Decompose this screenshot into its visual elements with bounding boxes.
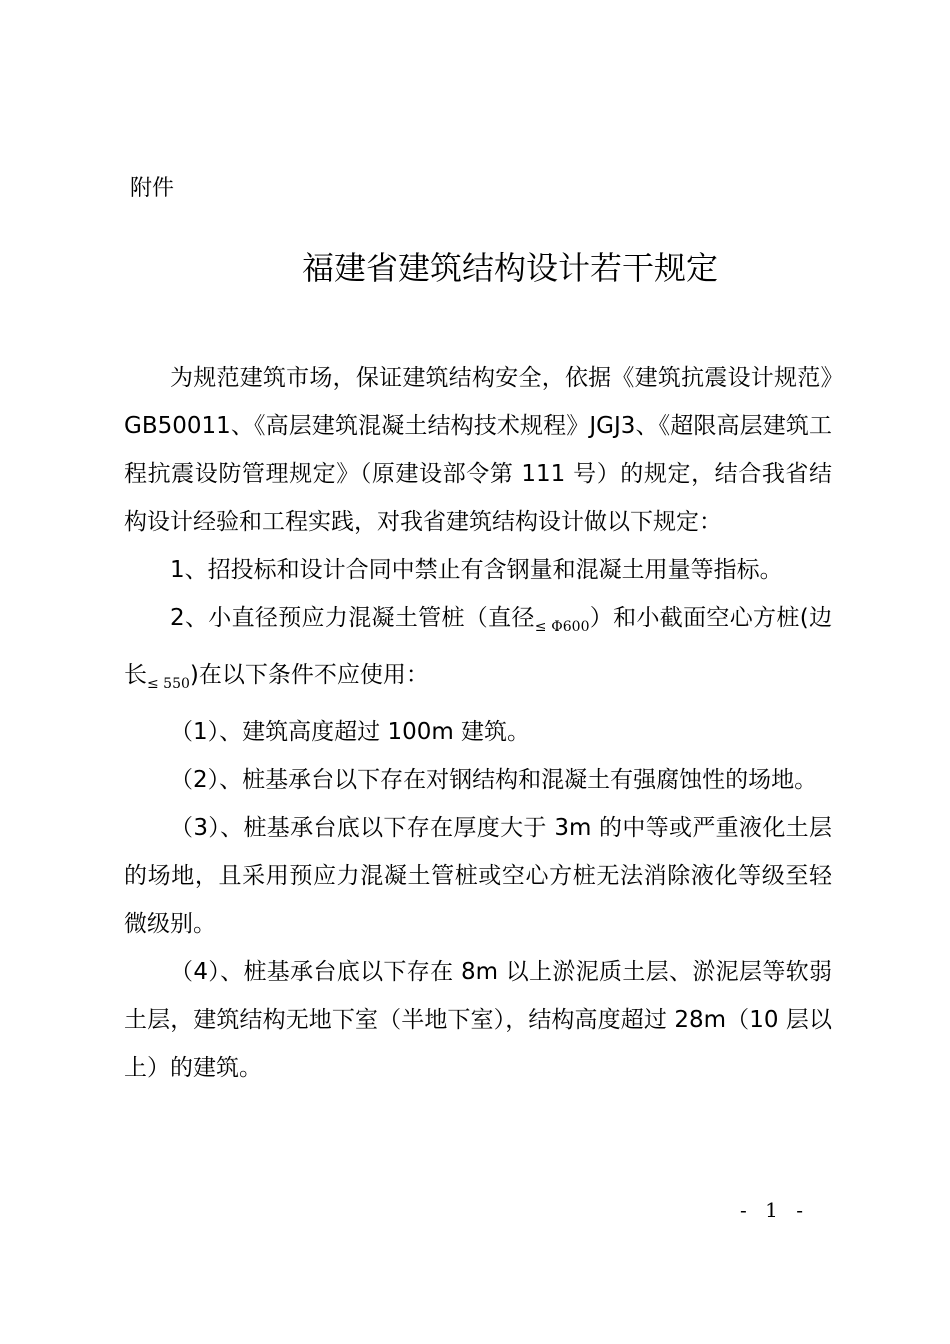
item-1-paragraph: 1、招投标和设计合同中禁止有含钢量和混凝土用量等指标。 — [170, 557, 783, 583]
condition-2-paragraph: （2）、桩基承台以下存在对钢结构和混凝土有强腐蚀性的场地。 — [170, 767, 818, 793]
page-number: - 1 - — [740, 1198, 809, 1222]
side-length-limit-subscript: ≤ 550 — [147, 676, 190, 692]
document-body — [124, 354, 832, 1092]
intro-paragraph: 为规范建筑市场，保证建筑结构安全，依据《建筑抗震设计规范》GB50011、《高层建筑混凝土结构技术规程》JGJ3、《超限高层建筑工程抗震设防管理规定》（原建设部令第 111 号）的规定，结合我省结构设计经验和工程实践，对我省建筑结构设计做以下规定： — [124, 365, 832, 535]
item-2-text-part3: )在以下条件不应使用： — [189, 662, 429, 688]
document-title: 福建省建筑结构设计若干规定 — [301, 249, 718, 287]
item-2-text-part1: 2、小直径预应力混凝土管桩（直径 — [170, 605, 535, 631]
diameter-limit-subscript: ≤ Φ600 — [534, 619, 590, 635]
attachment-label: 附件 — [130, 176, 175, 201]
item-2-text-part2: ）和小截面空心方桩(边长 — [124, 605, 832, 688]
condition-1-paragraph: （1）、建筑高度超过 100m 建筑。 — [170, 719, 531, 745]
item-2-paragraph — [124, 594, 832, 708]
condition-3-paragraph: （3）、桩基承台底以下存在厚度大于 3m 的中等或严重液化土层的场地，且采用预应力混凝土管桩或空心方桩无法消除液化等级至轻微级别。 — [124, 815, 832, 937]
condition-4-paragraph: （4）、桩基承台底以下存在 8m 以上淤泥质土层、淤泥层等软弱土层，建筑结构无地下室（半地下室），结构高度超过 28m（10 层以上）的建筑。 — [124, 959, 832, 1081]
